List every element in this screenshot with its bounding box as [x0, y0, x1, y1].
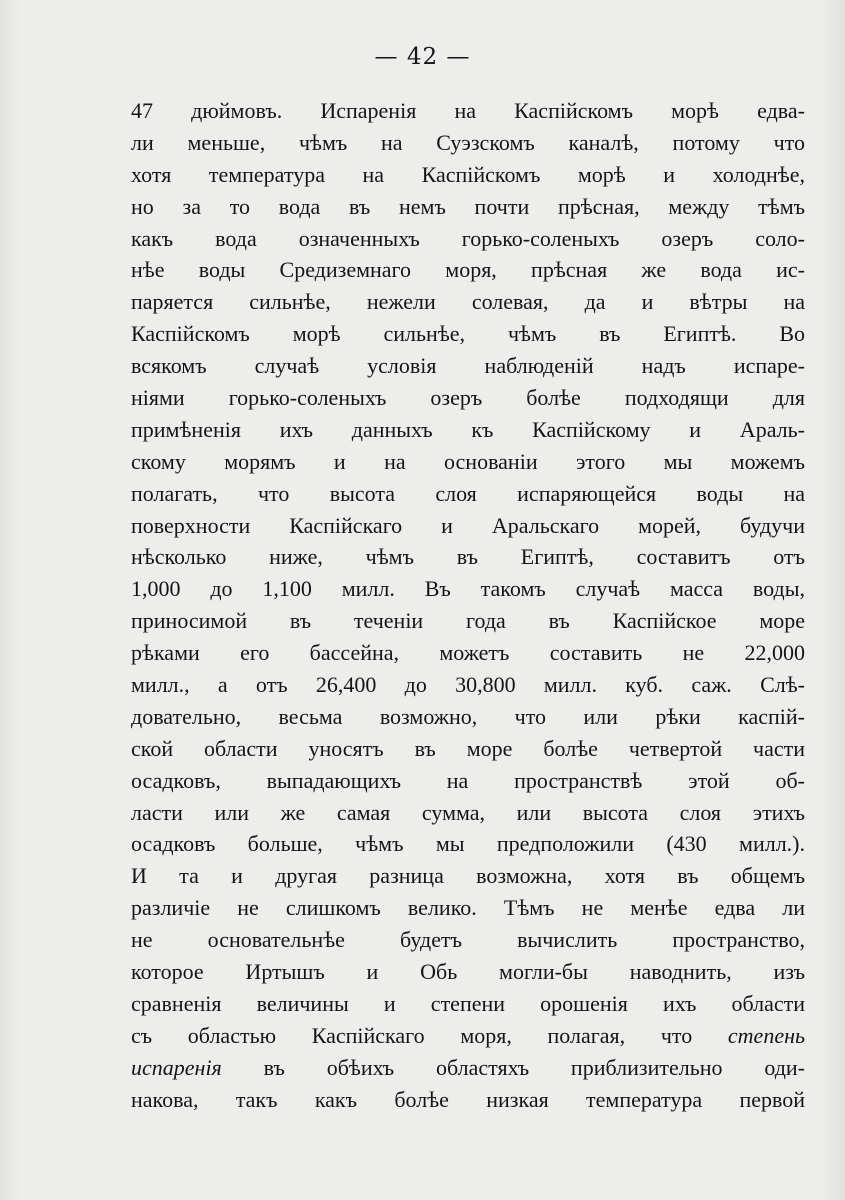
body-text — [131, 95, 805, 1116]
text-line: накова, такъ какъ болѣе низкая температура первой — [131, 1086, 805, 1112]
text-line: осадковъ, выпадающихъ на пространствѣ этой об- — [131, 767, 805, 793]
text-line: паряется сильнѣе, нежели солевая, да и вѣтры на — [131, 289, 805, 315]
page-number: — 42 — — [374, 44, 471, 70]
text-line: нѣсколько ниже, чѣмъ въ Египтѣ, составитъ отъ — [131, 544, 805, 570]
text-line: полагать, что высота слоя испаряющейся воды на — [131, 480, 805, 506]
text-line: приносимой въ теченіи года въ Каспійское море — [131, 608, 805, 634]
text-line: сравненія величины и степени орошенія ихъ области — [131, 990, 805, 1016]
text-line: которое Иртышъ и Обь могли-бы наводнить, изъ — [131, 959, 805, 985]
text-segment: съ областью Каспійскаго моря, полагая, что — [131, 1022, 693, 1048]
text-line: 1,000 до 1,100 милл. Въ такомъ случаѣ масса воды, — [131, 576, 805, 602]
text-line: рѣками его бассейна, можетъ составить не 22,000 — [131, 640, 805, 666]
text-line: милл., а отъ 26,400 до 30,800 милл. куб. саж. Слѣ- — [131, 672, 805, 698]
text-line: ніями горько-соленыхъ озеръ болѣе подходящи для — [131, 385, 805, 411]
text-line-with-italic — [131, 1052, 805, 1084]
text-line: хотя температура на Каспійскомъ морѣ и холоднѣе, — [131, 161, 805, 187]
text-line: какъ вода означенныхъ горько-соленыхъ озеръ соло- — [131, 225, 805, 251]
text-line: нѣе воды Средиземнаго моря, прѣсная же вода ис- — [131, 257, 805, 283]
text-segment: въ обѣихъ областяхъ приблизительно оди- — [263, 1054, 805, 1080]
italic-phrase: степень — [727, 1022, 805, 1048]
text-line: ли меньше, чѣмъ на Суэзскомъ каналѣ, потому что — [131, 129, 805, 155]
text-line: различіе не слишкомъ велико. Тѣмъ не менѣе едва ли — [131, 895, 805, 921]
text-line: примѣненія ихъ данныхъ къ Каспійскому и Араль- — [131, 416, 805, 442]
text-line: ской области уносятъ въ море болѣе четвертой части — [131, 735, 805, 761]
text-line: поверхности Каспійскаго и Аральскаго морей, будучи — [131, 512, 805, 538]
text-line: всякомъ случаѣ условія наблюденій надъ испаре- — [131, 353, 805, 379]
text-line: 47 дюймовъ. Испаренія на Каспійскомъ морѣ едва- — [131, 98, 805, 123]
text-line: не основательнѣе будетъ вычислить пространство, — [131, 927, 805, 953]
text-line: скому морямъ и на основаніи этого мы можемъ — [131, 448, 805, 474]
text-line: ласти или же самая сумма, или высота слоя этихъ — [131, 799, 805, 825]
text-line: Каспійскомъ морѣ сильнѣе, чѣмъ въ Египтѣ. Во — [131, 321, 805, 347]
text-line: И та и другая разница возможна, хотя въ общемъ — [131, 863, 805, 889]
text-line: но за то вода въ немъ почти прѣсная, между тѣмъ — [131, 193, 805, 219]
italic-phrase: испаренія — [131, 1054, 222, 1080]
text-line: осадковъ больше, чѣмъ мы предположили (430 милл.). — [131, 831, 805, 857]
text-line-with-italic — [131, 1020, 805, 1052]
text-line: довательно, весьма возможно, что или рѣки каспій- — [131, 703, 805, 729]
